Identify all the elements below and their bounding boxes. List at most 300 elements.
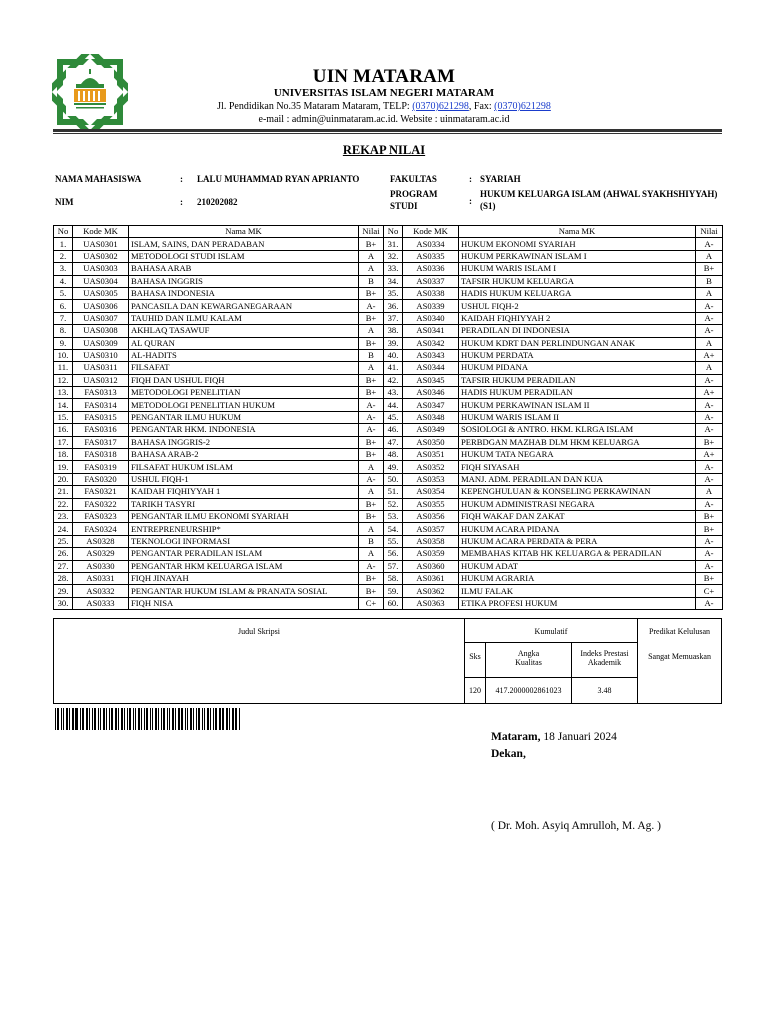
row-nama-2: HADIS HUKUM KELUARGA	[459, 287, 696, 299]
row-nilai: B+	[359, 374, 384, 386]
row-nama: PENGANTAR HKM KELUARGA ISLAM	[129, 560, 359, 572]
row-kode-2: AS0354	[403, 486, 459, 498]
barcode-bar	[152, 708, 153, 730]
row-no-2: 43.	[384, 387, 403, 399]
document-title: REKAP NILAI	[342, 143, 426, 157]
table-row	[54, 461, 723, 473]
row-nama-2: KEPENGHULUAN & KONSELING PERKAWINAN	[459, 486, 696, 498]
table-row	[54, 498, 723, 510]
row-nama-2: HUKUM PERDATA	[459, 349, 696, 361]
barcode-bar	[82, 708, 84, 730]
row-nama: PANCASILA DAN KEWARGANEGARAAN	[129, 300, 359, 312]
header-no-2: No	[384, 226, 403, 238]
row-kode-2: AS0347	[403, 399, 459, 411]
row-nilai: A-	[359, 300, 384, 312]
row-kode: FAS0324	[73, 523, 129, 535]
barcode-bar	[66, 708, 68, 730]
row-kode-2: AS0346	[403, 387, 459, 399]
row-no: 30.	[54, 597, 73, 609]
table-row	[54, 449, 723, 461]
faculty-sep: :	[469, 174, 472, 184]
barcode-bar	[118, 708, 119, 730]
row-nama-2: HADIS HUKUM PERADILAN	[459, 387, 696, 399]
barcode-bar	[172, 708, 174, 730]
row-nama: BAHASA ARAB	[129, 263, 359, 275]
row-no: 5.	[54, 287, 73, 299]
row-no: 10.	[54, 349, 73, 361]
row-nilai-2: A-	[696, 399, 723, 411]
row-kode: AS0330	[73, 560, 129, 572]
row-nama: METODOLOGI PENELITIAN	[129, 387, 359, 399]
faculty-label: FAKULTAS	[390, 174, 437, 184]
university-subtitle: UNIVERSITAS ISLAM NEGERI MATARAM	[273, 87, 495, 99]
row-nama: PENGANTAR ILMU HUKUM	[129, 411, 359, 423]
barcode-bar	[61, 708, 62, 730]
table-row	[54, 337, 723, 349]
row-kode: UAS0303	[73, 263, 129, 275]
table-row	[54, 411, 723, 423]
row-nilai: A-	[359, 411, 384, 423]
row-nama: BAHASA INGGRIS-2	[129, 436, 359, 448]
predikat-label: Predikat Kelulusan	[648, 627, 711, 636]
row-nilai: B+	[359, 287, 384, 299]
row-no-2: 50.	[384, 473, 403, 485]
row-nilai-2: A+	[696, 349, 723, 361]
student-name: LALU MUHAMMAD RYAN APRIANTO	[197, 174, 360, 184]
row-no: 13.	[54, 387, 73, 399]
header-nilai-2: Nilai	[696, 226, 723, 238]
row-no-2: 40.	[384, 349, 403, 361]
row-nilai: A-	[359, 424, 384, 436]
header-nama-2: Nama MK	[459, 226, 696, 238]
row-nilai-2: C+	[696, 585, 723, 597]
row-no: 8.	[54, 325, 73, 337]
barcode-bar	[106, 708, 107, 730]
table-row	[54, 250, 723, 262]
row-no: 15.	[54, 411, 73, 423]
row-no-2: 36.	[384, 300, 403, 312]
row-kode: FAS0322	[73, 498, 129, 510]
barcode-bar	[226, 708, 228, 730]
row-kode: AS0333	[73, 597, 129, 609]
row-nilai-2: A	[696, 362, 723, 374]
row-no-2: 46.	[384, 424, 403, 436]
barcode-bar	[115, 708, 117, 730]
barcode-bar	[181, 708, 183, 730]
row-nilai: B+	[359, 498, 384, 510]
row-kode: UAS0308	[73, 325, 129, 337]
header-divider	[53, 129, 722, 132]
row-kode-2: AS0344	[403, 362, 459, 374]
row-nama-2: PERBDGAN MAZHAB DLM HKM KELUARGA	[459, 436, 696, 448]
letterhead	[0, 0, 768, 135]
barcode-bar	[219, 708, 221, 730]
table-row	[54, 300, 723, 312]
row-nama-2: HUKUM KDRT DAN PERLINDUNGAN ANAK	[459, 337, 696, 349]
row-nilai: B+	[359, 436, 384, 448]
row-no-2: 53.	[384, 510, 403, 522]
row-no: 7.	[54, 312, 73, 324]
row-nilai: A	[359, 523, 384, 535]
row-kode-2: AS0334	[403, 238, 459, 250]
row-nama: AKHLAQ TASAWUF	[129, 325, 359, 337]
row-kode-2: AS0345	[403, 374, 459, 386]
row-kode-2: AS0359	[403, 548, 459, 560]
row-nilai-2: A-	[696, 238, 723, 250]
angka-label-1: Angka	[517, 649, 540, 658]
barcode-bar	[109, 708, 110, 730]
row-nilai-2: A-	[696, 325, 723, 337]
row-nama: PENGANTAR ILMU EKONOMI SYARIAH	[129, 510, 359, 522]
row-no-2: 45.	[384, 411, 403, 423]
signature-date: 18 Januari 2024	[540, 731, 617, 743]
row-nama: PENGANTAR PERADILAN ISLAM	[129, 548, 359, 560]
row-nilai-2: A-	[696, 461, 723, 473]
row-no-2: 52.	[384, 498, 403, 510]
fax-link[interactable]: (0370)621298	[494, 101, 551, 112]
row-kode: FAS0313	[73, 387, 129, 399]
row-nama: FILSAFAT	[129, 362, 359, 374]
sks-value: 120	[465, 678, 486, 703]
ipk-label-2: Akademik	[587, 658, 622, 667]
row-no: 16.	[54, 424, 73, 436]
barcode-bar	[72, 708, 74, 730]
row-nilai-2: A-	[696, 560, 723, 572]
row-no: 26.	[54, 548, 73, 560]
barcode-bar	[127, 708, 128, 730]
table-row	[54, 399, 723, 411]
row-kode: FAS0318	[73, 449, 129, 461]
barcode-bar	[100, 708, 101, 730]
header-divider-thin	[53, 133, 722, 134]
row-nama-2: MEMBAHAS KITAB HK KELUARGA & PERADILAN	[459, 548, 696, 560]
barcode-bar	[141, 708, 142, 730]
row-nama-2: SOSIOLOGI & ANTRO. HKM. KLRGA ISLAM	[459, 424, 696, 436]
row-no: 29.	[54, 585, 73, 597]
table-row	[54, 312, 723, 324]
thesis-label: Judul Skripsi	[237, 627, 280, 636]
row-nilai: A-	[359, 399, 384, 411]
row-nama-2: HUKUM WARIS ISLAM I	[459, 263, 696, 275]
row-nama-2: PERADILAN DI INDONESIA	[459, 325, 696, 337]
row-kode: UAS0302	[73, 250, 129, 262]
row-nama: ENTREPRENEURSHIP*	[129, 523, 359, 535]
row-nama-2: HUKUM PERKAWINAN ISLAM I	[459, 250, 696, 262]
barcode-bar	[55, 708, 56, 730]
row-nama: KAIDAH FIQHIYYAH 1	[129, 486, 359, 498]
barcode-bar	[229, 708, 230, 730]
row-nama: BAHASA INDONESIA	[129, 287, 359, 299]
row-nilai-2: A-	[696, 312, 723, 324]
table-row	[54, 349, 723, 361]
signature-place-date	[491, 731, 617, 743]
barcode-bar	[167, 708, 168, 730]
row-kode: AS0332	[73, 585, 129, 597]
barcode-bar	[187, 708, 188, 730]
barcode-bar	[75, 708, 78, 730]
row-no-2: 32.	[384, 250, 403, 262]
row-nama: FIQH NISA	[129, 597, 359, 609]
row-kode: UAS0304	[73, 275, 129, 287]
table-row	[54, 325, 723, 337]
row-nama: TAUHID DAN ILMU KALAM	[129, 312, 359, 324]
row-nilai: A-	[359, 473, 384, 485]
name-label: NAMA MAHASISWA	[55, 174, 142, 184]
summary-box	[53, 618, 722, 704]
row-no-2: 60.	[384, 597, 403, 609]
university-contact: e-mail : admin@uinmataram.ac.id. Website : uinmataram.ac.id	[258, 114, 510, 125]
row-nilai: B+	[359, 337, 384, 349]
row-nilai: A	[359, 486, 384, 498]
grades-body	[54, 238, 723, 610]
barcode-bar	[89, 708, 90, 730]
barcode-bar	[98, 708, 99, 730]
fax-label: , Fax:	[468, 101, 495, 112]
row-nama: FIQH DAN USHUL FIQH	[129, 374, 359, 386]
row-kode-2: AS0360	[403, 560, 459, 572]
row-no-2: 42.	[384, 374, 403, 386]
row-nilai: B+	[359, 238, 384, 250]
row-nilai: C+	[359, 597, 384, 609]
row-kode-2: AS0338	[403, 287, 459, 299]
program-label: PROGRAM	[390, 189, 438, 199]
row-nama-2: HUKUM PIDANA	[459, 362, 696, 374]
barcode-bar	[146, 708, 148, 730]
barcode-bar	[124, 708, 125, 730]
row-no: 28.	[54, 572, 73, 584]
row-nama-2: HUKUM ACARA PIDANA	[459, 523, 696, 535]
row-nama-2: FIQH WAKAF DAN ZAKAT	[459, 510, 696, 522]
thesis-title	[54, 636, 464, 640]
row-nama-2: HUKUM PERKAWINAN ISLAM II	[459, 399, 696, 411]
angka-value: 417.2000002861023	[486, 678, 572, 703]
phone-link[interactable]: (0370)621298	[412, 101, 469, 112]
barcode-bar	[202, 708, 203, 730]
row-no: 18.	[54, 449, 73, 461]
row-nama-2: HUKUM EKONOMI SYARIAH	[459, 238, 696, 250]
barcode-bar	[150, 708, 151, 730]
row-nama-2: KAIDAH FIQHIYYAH 2	[459, 312, 696, 324]
row-nama-2: TAFSIR HUKUM KELUARGA	[459, 275, 696, 287]
row-no: 19.	[54, 461, 73, 473]
table-row	[54, 275, 723, 287]
row-kode: UAS0312	[73, 374, 129, 386]
faculty-value: SYARIAH	[480, 174, 521, 184]
table-row	[54, 424, 723, 436]
row-kode-2: AS0349	[403, 424, 459, 436]
barcode-bar	[133, 708, 134, 730]
university-address	[0, 101, 768, 112]
row-nilai: B+	[359, 585, 384, 597]
row-no-2: 48.	[384, 449, 403, 461]
row-nilai-2: A-	[696, 473, 723, 485]
row-nama: METODOLOGI STUDI ISLAM	[129, 250, 359, 262]
row-no-2: 31.	[384, 238, 403, 250]
row-kode: FAS0323	[73, 510, 129, 522]
barcode-bar	[129, 708, 131, 730]
nim-label: NIM	[55, 197, 74, 207]
header-nilai: Nilai	[359, 226, 384, 238]
barcode-bar	[232, 708, 234, 730]
row-nilai: B	[359, 275, 384, 287]
signature-role: Dekan,	[491, 748, 526, 760]
row-nilai: B	[359, 349, 384, 361]
row-nama: TARIKH TASYRI	[129, 498, 359, 510]
row-kode-2: AS0351	[403, 449, 459, 461]
row-kode-2: AS0350	[403, 436, 459, 448]
ipk-label-1: Indeks Prestasi	[580, 649, 629, 658]
row-kode: FAS0316	[73, 424, 129, 436]
barcode-bar	[155, 708, 157, 730]
header-no: No	[54, 226, 73, 238]
row-nilai-2: A-	[696, 535, 723, 547]
program-value: HUKUM KELUARGA ISLAM (AHWAL SYAKHSHIYYAH)	[480, 189, 718, 199]
row-no: 11.	[54, 362, 73, 374]
row-kode-2: AS0335	[403, 250, 459, 262]
row-kode: FAS0317	[73, 436, 129, 448]
row-no: 24.	[54, 523, 73, 535]
barcode-bar	[158, 708, 159, 730]
barcode-bar	[204, 708, 205, 730]
barcode-bar	[69, 708, 70, 730]
ipk-label	[572, 643, 638, 678]
row-nilai-2: A-	[696, 300, 723, 312]
table-row	[54, 238, 723, 250]
row-nama: TEKNOLOGI INFORMASI	[129, 535, 359, 547]
signature-place: Mataram,	[491, 731, 541, 743]
row-no-2: 47.	[384, 436, 403, 448]
row-no: 6.	[54, 300, 73, 312]
row-kode-2: AS0341	[403, 325, 459, 337]
row-nilai-2: B+	[696, 263, 723, 275]
signature-name: ( Dr. Moh. Asyiq Amrulloh, M. Ag. )	[491, 820, 661, 832]
row-nama-2: TAFSIR HUKUM PERADILAN	[459, 374, 696, 386]
row-nilai: B+	[359, 572, 384, 584]
table-row	[54, 436, 723, 448]
row-no-2: 55.	[384, 535, 403, 547]
barcode-bar	[198, 708, 200, 730]
program-value-2: (S1)	[480, 201, 496, 211]
barcode-bar	[213, 708, 214, 730]
row-nama-2: ETIKA PROFESI HUKUM	[459, 597, 696, 609]
row-no: 14.	[54, 399, 73, 411]
row-kode-2: AS0343	[403, 349, 459, 361]
row-nama: USHUL FIQH-1	[129, 473, 359, 485]
row-kode-2: AS0340	[403, 312, 459, 324]
row-kode-2: AS0362	[403, 585, 459, 597]
row-nilai: A	[359, 250, 384, 262]
barcode-bar	[190, 708, 192, 730]
row-nilai-2: A-	[696, 374, 723, 386]
row-nama-2: MANJ. ADM. PERADILAN DAN KUA	[459, 473, 696, 485]
row-kode: UAS0305	[73, 287, 129, 299]
table-header-row	[54, 226, 723, 238]
row-no-2: 34.	[384, 275, 403, 287]
row-no-2: 37.	[384, 312, 403, 324]
thesis-cell	[54, 619, 465, 703]
row-kode: UAS0301	[73, 238, 129, 250]
row-no: 22.	[54, 498, 73, 510]
row-nama-2: ILMU FALAK	[459, 585, 696, 597]
row-no: 25.	[54, 535, 73, 547]
barcode-bar	[121, 708, 123, 730]
barcode-bar	[207, 708, 209, 730]
row-nilai-2: B	[696, 275, 723, 287]
table-row	[54, 263, 723, 275]
row-no-2: 58.	[384, 572, 403, 584]
row-nilai-2: A+	[696, 449, 723, 461]
name-sep: :	[180, 174, 183, 184]
table-row	[54, 362, 723, 374]
sks-label: Sks	[465, 643, 486, 678]
row-nilai-2: A-	[696, 597, 723, 609]
header-nama: Nama MK	[129, 226, 359, 238]
row-no: 27.	[54, 560, 73, 572]
row-nilai-2: A-	[696, 411, 723, 423]
row-nilai-2: A	[696, 287, 723, 299]
row-no: 2.	[54, 250, 73, 262]
kumulatif-label: Kumulatif	[465, 619, 638, 643]
row-no-2: 57.	[384, 560, 403, 572]
row-nilai-2: B+	[696, 572, 723, 584]
row-nama-2: HUKUM ADAT	[459, 560, 696, 572]
barcode-bar	[222, 708, 224, 730]
row-nilai-2: A	[696, 250, 723, 262]
barcode-bar	[103, 708, 105, 730]
row-kode-2: AS0342	[403, 337, 459, 349]
row-no: 21.	[54, 486, 73, 498]
row-nilai: B+	[359, 312, 384, 324]
row-no: 12.	[54, 374, 73, 386]
table-row	[54, 523, 723, 535]
row-nama: PENGANTAR HKM. INDONESIA	[129, 424, 359, 436]
ipk-value: 3.48	[572, 678, 638, 703]
row-no-2: 59.	[384, 585, 403, 597]
row-no-2: 33.	[384, 263, 403, 275]
row-no: 9.	[54, 337, 73, 349]
row-nama-2: HUKUM ADMINISTRASI NEGARA	[459, 498, 696, 510]
row-kode-2: AS0353	[403, 473, 459, 485]
row-nilai-2: A	[696, 337, 723, 349]
row-nilai-2: A-	[696, 424, 723, 436]
row-nama: AL QURAN	[129, 337, 359, 349]
angka-label	[486, 643, 572, 678]
row-kode-2: AS0355	[403, 498, 459, 510]
row-kode-2: AS0337	[403, 275, 459, 287]
row-nama: BAHASA ARAB-2	[129, 449, 359, 461]
row-nilai: B	[359, 535, 384, 547]
barcode-bar	[185, 708, 186, 730]
row-nilai: A	[359, 362, 384, 374]
row-nilai-2: B+	[696, 510, 723, 522]
row-no-2: 41.	[384, 362, 403, 374]
barcode-bar	[135, 708, 136, 730]
barcode-bar	[94, 708, 96, 730]
row-nama: PENGANTAR HUKUM ISLAM & PRANATA SOSIAL	[129, 585, 359, 597]
barcode-bar	[86, 708, 88, 730]
row-nilai-2: A-	[696, 498, 723, 510]
row-nama: AL-HADITS	[129, 349, 359, 361]
row-nama-2: HUKUM ACARA PERDATA & PERA	[459, 535, 696, 547]
barcode-bar	[235, 708, 237, 730]
row-nilai-2: B+	[696, 523, 723, 535]
table-row	[54, 535, 723, 547]
row-kode: UAS0309	[73, 337, 129, 349]
row-kode-2: AS0348	[403, 411, 459, 423]
row-kode-2: AS0358	[403, 535, 459, 547]
row-kode: UAS0307	[73, 312, 129, 324]
row-nilai: A	[359, 461, 384, 473]
